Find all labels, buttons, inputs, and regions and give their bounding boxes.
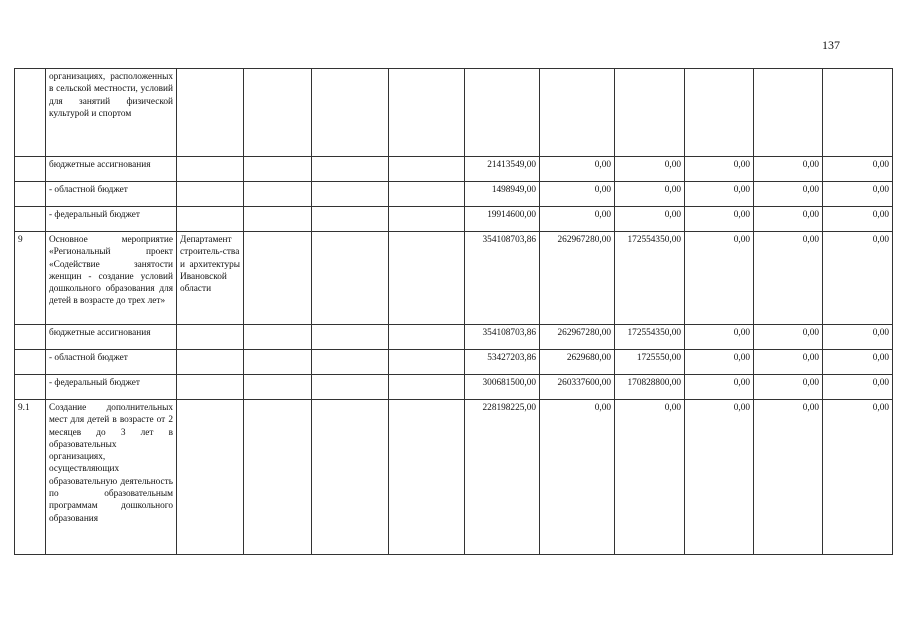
amount: 2629680,00	[540, 350, 615, 375]
cell	[312, 182, 389, 207]
row-number	[15, 207, 46, 232]
cell	[244, 182, 312, 207]
amount	[754, 69, 823, 157]
amount: 0,00	[685, 375, 754, 400]
cell	[244, 207, 312, 232]
row-number	[15, 325, 46, 350]
amount: 0,00	[754, 350, 823, 375]
amount: 0,00	[615, 182, 685, 207]
amount: 0,00	[540, 207, 615, 232]
cell	[312, 400, 389, 555]
amount: 0,00	[754, 325, 823, 350]
amount: 1725550,00	[615, 350, 685, 375]
amount: 0,00	[685, 157, 754, 182]
cell	[389, 232, 465, 325]
amount: 0,00	[754, 157, 823, 182]
table-body	[15, 69, 893, 555]
cell	[312, 350, 389, 375]
amount: 0,00	[823, 157, 893, 182]
cell	[312, 325, 389, 350]
measure-name: - областной бюджет	[46, 182, 177, 207]
amount: 0,00	[540, 400, 615, 555]
amount: 0,00	[615, 207, 685, 232]
amount: 0,00	[823, 375, 893, 400]
row-number	[15, 375, 46, 400]
measure-name: бюджетные ассигнования	[46, 325, 177, 350]
executor: Департамент строитель-ства и архитектуры Ивановской области	[177, 232, 244, 325]
cell	[389, 69, 465, 157]
amount: 0,00	[754, 400, 823, 555]
amount: 0,00	[823, 207, 893, 232]
measure-name: Создание дополнительных мест для детей в возрасте от 2 месяцев до 3 лет в образовательных организациях, осуществляющих образовательную деятельность по образовательным программам дошкольного образования	[46, 400, 177, 555]
row-number: 9.1	[15, 400, 46, 555]
executor	[177, 157, 244, 182]
amount: 1498949,00	[465, 182, 540, 207]
cell	[244, 400, 312, 555]
cell	[389, 157, 465, 182]
cell	[312, 157, 389, 182]
amount: 0,00	[685, 207, 754, 232]
executor	[177, 325, 244, 350]
amount: 0,00	[540, 157, 615, 182]
cell	[244, 375, 312, 400]
amount	[685, 69, 754, 157]
cell	[244, 325, 312, 350]
amount	[465, 69, 540, 157]
cell	[244, 350, 312, 375]
executor	[177, 207, 244, 232]
amount: 0,00	[754, 232, 823, 325]
amount: 0,00	[615, 157, 685, 182]
amount: 172554350,00	[615, 325, 685, 350]
amount: 0,00	[823, 232, 893, 325]
amount: 228198225,00	[465, 400, 540, 555]
amount	[823, 69, 893, 157]
cell	[312, 207, 389, 232]
row-number	[15, 350, 46, 375]
amount: 170828800,00	[615, 375, 685, 400]
cell	[312, 375, 389, 400]
table-row	[15, 400, 893, 555]
table-row	[15, 69, 893, 157]
row-number: 9	[15, 232, 46, 325]
amount: 354108703,86	[465, 325, 540, 350]
amount	[615, 69, 685, 157]
page-number: 137	[822, 38, 840, 52]
amount: 0,00	[615, 400, 685, 555]
table-row	[15, 375, 893, 400]
cell	[389, 325, 465, 350]
amount: 0,00	[540, 182, 615, 207]
amount: 262967280,00	[540, 232, 615, 325]
table-row	[15, 157, 893, 182]
cell	[244, 232, 312, 325]
row-number	[15, 69, 46, 157]
table-row	[15, 232, 893, 325]
cell	[244, 69, 312, 157]
cell	[389, 375, 465, 400]
cell	[312, 232, 389, 325]
amount: 0,00	[685, 182, 754, 207]
executor	[177, 400, 244, 555]
table-row	[15, 325, 893, 350]
amount: 53427203,86	[465, 350, 540, 375]
amount: 262967280,00	[540, 325, 615, 350]
cell	[389, 182, 465, 207]
executor	[177, 375, 244, 400]
measure-name: бюджетные ассигнования	[46, 157, 177, 182]
amount	[540, 69, 615, 157]
cell	[244, 157, 312, 182]
measure-name: организациях, расположенных в сельской местности, условий для занятий физической культурой и спортом	[46, 69, 177, 157]
amount: 172554350,00	[615, 232, 685, 325]
amount: 0,00	[685, 400, 754, 555]
amount: 0,00	[685, 232, 754, 325]
amount: 0,00	[823, 325, 893, 350]
measure-name: - федеральный бюджет	[46, 375, 177, 400]
row-number	[15, 182, 46, 207]
amount: 0,00	[754, 375, 823, 400]
amount: 0,00	[754, 182, 823, 207]
cell	[389, 350, 465, 375]
row-number	[15, 157, 46, 182]
amount: 0,00	[685, 325, 754, 350]
amount: 0,00	[823, 182, 893, 207]
amount: 300681500,00	[465, 375, 540, 400]
executor	[177, 350, 244, 375]
cell	[312, 69, 389, 157]
measure-name: - областной бюджет	[46, 350, 177, 375]
budget-table	[14, 68, 893, 555]
amount: 0,00	[823, 350, 893, 375]
cell	[389, 400, 465, 555]
cell	[389, 207, 465, 232]
amount: 0,00	[754, 207, 823, 232]
amount: 0,00	[685, 350, 754, 375]
amount: 19914600,00	[465, 207, 540, 232]
table-row	[15, 182, 893, 207]
table-row	[15, 350, 893, 375]
amount: 260337600,00	[540, 375, 615, 400]
amount: 21413549,00	[465, 157, 540, 182]
executor	[177, 182, 244, 207]
amount: 354108703,86	[465, 232, 540, 325]
measure-name: Основное мероприятие «Региональный проект «Содействие занятости женщин - создание условий дошкольного образования для детей в возрасте до трех лет»	[46, 232, 177, 325]
amount: 0,00	[823, 400, 893, 555]
measure-name: - федеральный бюджет	[46, 207, 177, 232]
table-row	[15, 207, 893, 232]
executor	[177, 69, 244, 157]
